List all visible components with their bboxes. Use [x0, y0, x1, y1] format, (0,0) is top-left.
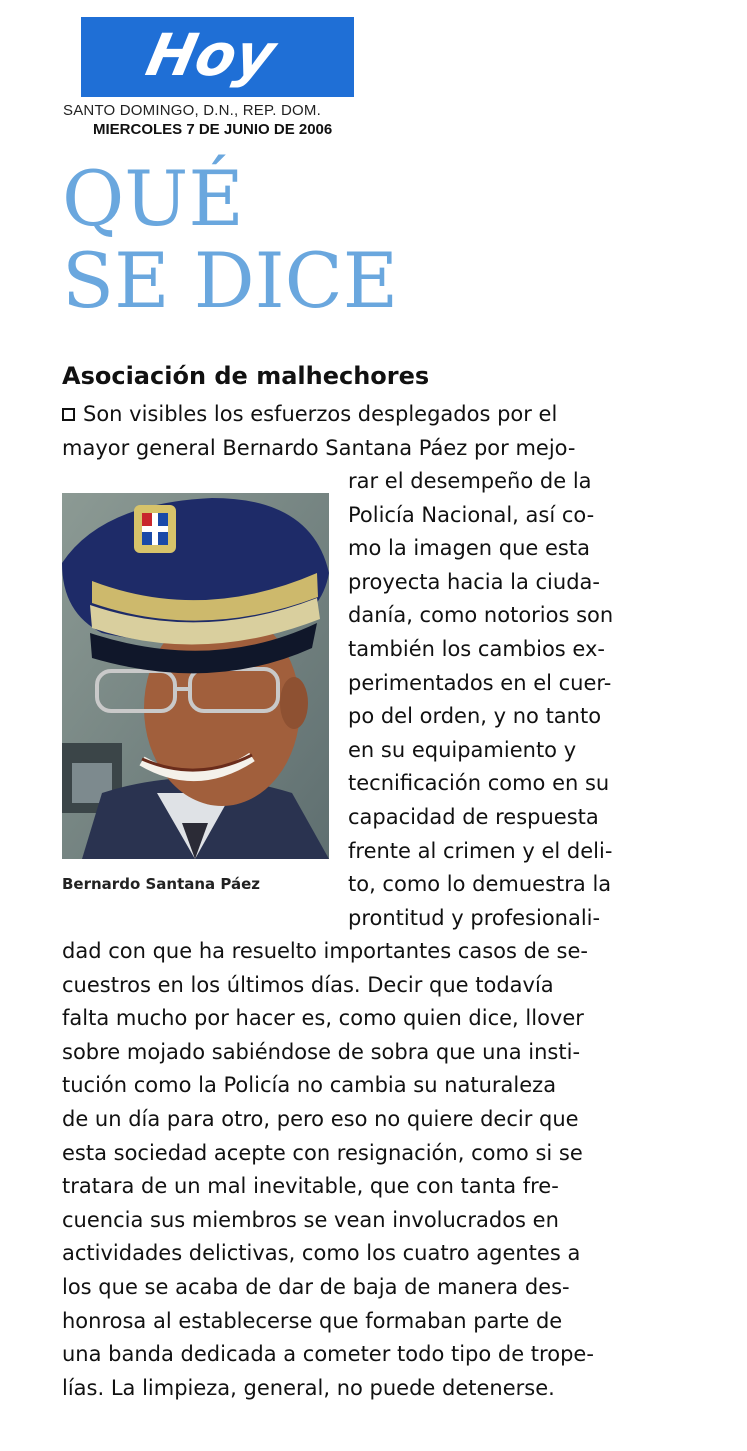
- text-line-content: Son visibles los esfuerzos desplegados por el: [83, 402, 558, 426]
- text-line: mayor general Bernardo Santana Páez por mejo-: [62, 435, 576, 460]
- text-line: tecnificación como en su: [348, 771, 610, 796]
- portrait-photo: [62, 493, 329, 859]
- text-line: cuestros en los últimos días. Decir que todavía: [62, 972, 554, 997]
- dateline-location: SANTO DOMINGO, D.N., REP. DOM.: [63, 102, 321, 119]
- article-wrap-column: [348, 465, 613, 935]
- photo-caption: Bernardo Santana Páez: [62, 875, 261, 893]
- text-line: to, como lo demuestra la: [348, 872, 612, 897]
- text-line: proyecta hacia la ciuda-: [348, 569, 600, 594]
- text-line: po del orden, y no tanto: [348, 704, 602, 729]
- article-headline: Asociación de malhechores: [62, 362, 430, 390]
- text-line: esta sociedad acepte con resignación, como si se: [62, 1140, 583, 1165]
- text-line: actividades delictivas, como los cuatro agentes a: [62, 1241, 581, 1266]
- portrait-image: [62, 493, 329, 859]
- dateline-date: MIERCOLES 7 DE JUNIO DE 2006: [93, 121, 333, 138]
- text-line: capacidad de respuesta: [348, 804, 599, 829]
- logo-image: [81, 17, 354, 97]
- text-line: Policía Nacional, así co-: [348, 502, 595, 527]
- text-line: frente al crimen y el deli-: [348, 838, 613, 863]
- section-title-line-1: QUÉ: [62, 154, 244, 243]
- newspaper-logo: [81, 17, 354, 97]
- bullet-icon: [62, 408, 75, 421]
- section-title-line-2: SE DICE: [62, 236, 399, 325]
- article-intro: [62, 398, 575, 465]
- text-line: dad con que ha resuelto importantes casos de se-: [62, 939, 588, 963]
- logo-text: Hoy: [140, 21, 282, 89]
- text-line: en su equipamiento y: [348, 737, 577, 762]
- text-line: lías. La limpieza, general, no puede detenerse.: [62, 1375, 555, 1400]
- section-title: [62, 154, 399, 325]
- text-line: también los cambios ex-: [348, 636, 605, 661]
- text-line: de un día para otro, pero eso no quiere decir que: [62, 1106, 579, 1131]
- text-line: rar el desempeño de la: [348, 469, 592, 493]
- text-line: mo la imagen que esta: [348, 536, 590, 561]
- text-line: danía, como notorios son: [348, 603, 614, 628]
- text-line: los que se acaba de dar de baja de manera des-: [62, 1274, 570, 1299]
- text-line: prontitud y profesionali-: [348, 905, 601, 930]
- text-line: tratara de un mal inevitable, que con tanta fre-: [62, 1174, 559, 1199]
- text-line: falta mucho por hacer es, como quien dice, llover: [62, 1006, 584, 1031]
- text-line: una banda dedicada a cometer todo tipo de trope-: [62, 1342, 594, 1367]
- article-body: [62, 935, 594, 1405]
- text-line: tución como la Policía no cambia su naturaleza: [62, 1073, 557, 1098]
- text-line: cuencia sus miembros se vean involucrados en: [62, 1207, 559, 1232]
- text-line: honrosa al establecerse que formaban parte de: [62, 1308, 563, 1333]
- text-line: perimentados en el cuer-: [348, 670, 612, 695]
- text-line: [62, 398, 575, 432]
- text-line: sobre mojado sabiéndose de sobra que una insti-: [62, 1039, 581, 1064]
